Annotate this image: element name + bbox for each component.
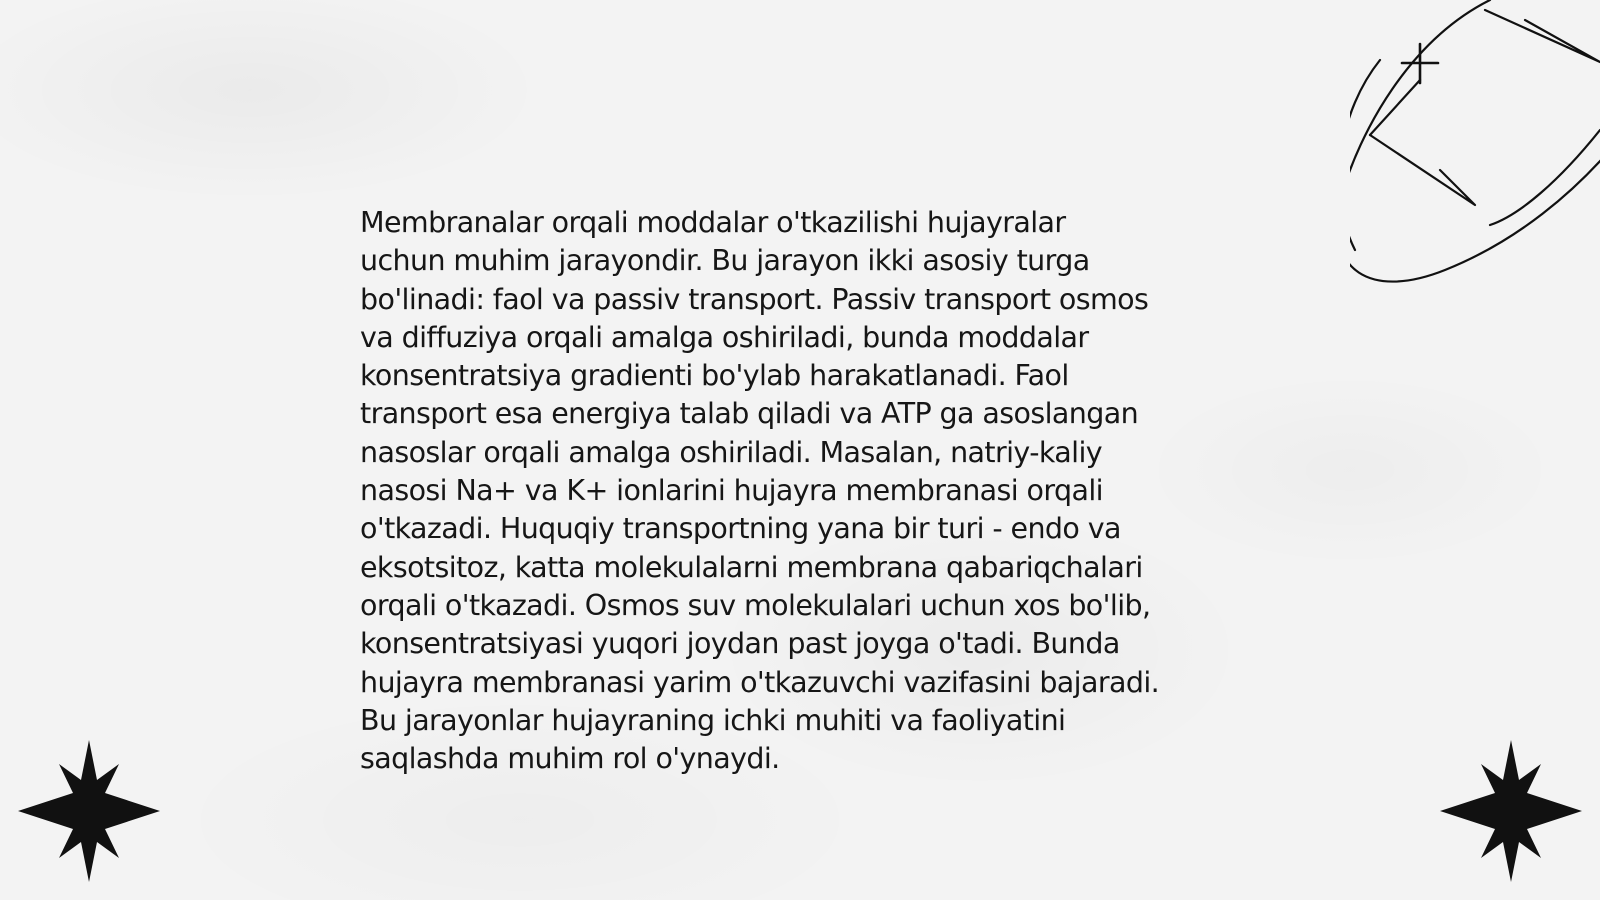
- text-line: konsentratsiya gradienti bo'ylab harakatlanadi. Faol: [360, 359, 1069, 393]
- text-line: transport esa energiya talab qiladi va ATP ga asoslangan: [360, 397, 1139, 431]
- text-line: va diffuziya orqali amalga oshiriladi, bunda moddalar: [360, 320, 1089, 354]
- text-line: uchun muhim jarayondir. Bu jarayon ikki asosiy turga: [360, 244, 1090, 278]
- star-icon: [1440, 740, 1582, 882]
- body-paragraph: [360, 204, 1240, 778]
- text-line: nasosi Na+ va K+ ionlarini hujayra membranasi orqali: [360, 474, 1104, 508]
- orbit-line-icon: [1350, 0, 1600, 290]
- text-line: o'tkazadi. Huquqiy transportning yana bir turi - endo va: [360, 512, 1121, 546]
- text-line: Membranalar orqali moddalar o'tkazilishi hujayralar: [360, 206, 1066, 239]
- text-line: eksotsitoz, katta molekulalarni membrana qabariqchalari: [360, 550, 1143, 584]
- star-icon: [18, 740, 160, 882]
- text-line: hujayra membranasi yarim o'tkazuvchi vazifasini bajaradi.: [360, 665, 1160, 699]
- text-line: bo'linadi: faol va passiv transport. Passiv transport osmos: [360, 282, 1149, 316]
- text-line: Bu jarayonlar hujayraning ichki muhiti va faoliyatini: [360, 703, 1066, 737]
- text-line: saqlashda muhim rol o'ynaydi.: [360, 742, 780, 776]
- text-line: orqali o'tkazadi. Osmos suv molekulalari uchun xos bo'lib,: [360, 588, 1151, 622]
- text-line: nasoslar orqali amalga oshiriladi. Masalan, natriy-kaliy: [360, 435, 1103, 469]
- text-line: konsentratsiyasi yuqori joydan past joyga o'tadi. Bunda: [360, 627, 1120, 661]
- sparkle-icon: [1402, 44, 1438, 83]
